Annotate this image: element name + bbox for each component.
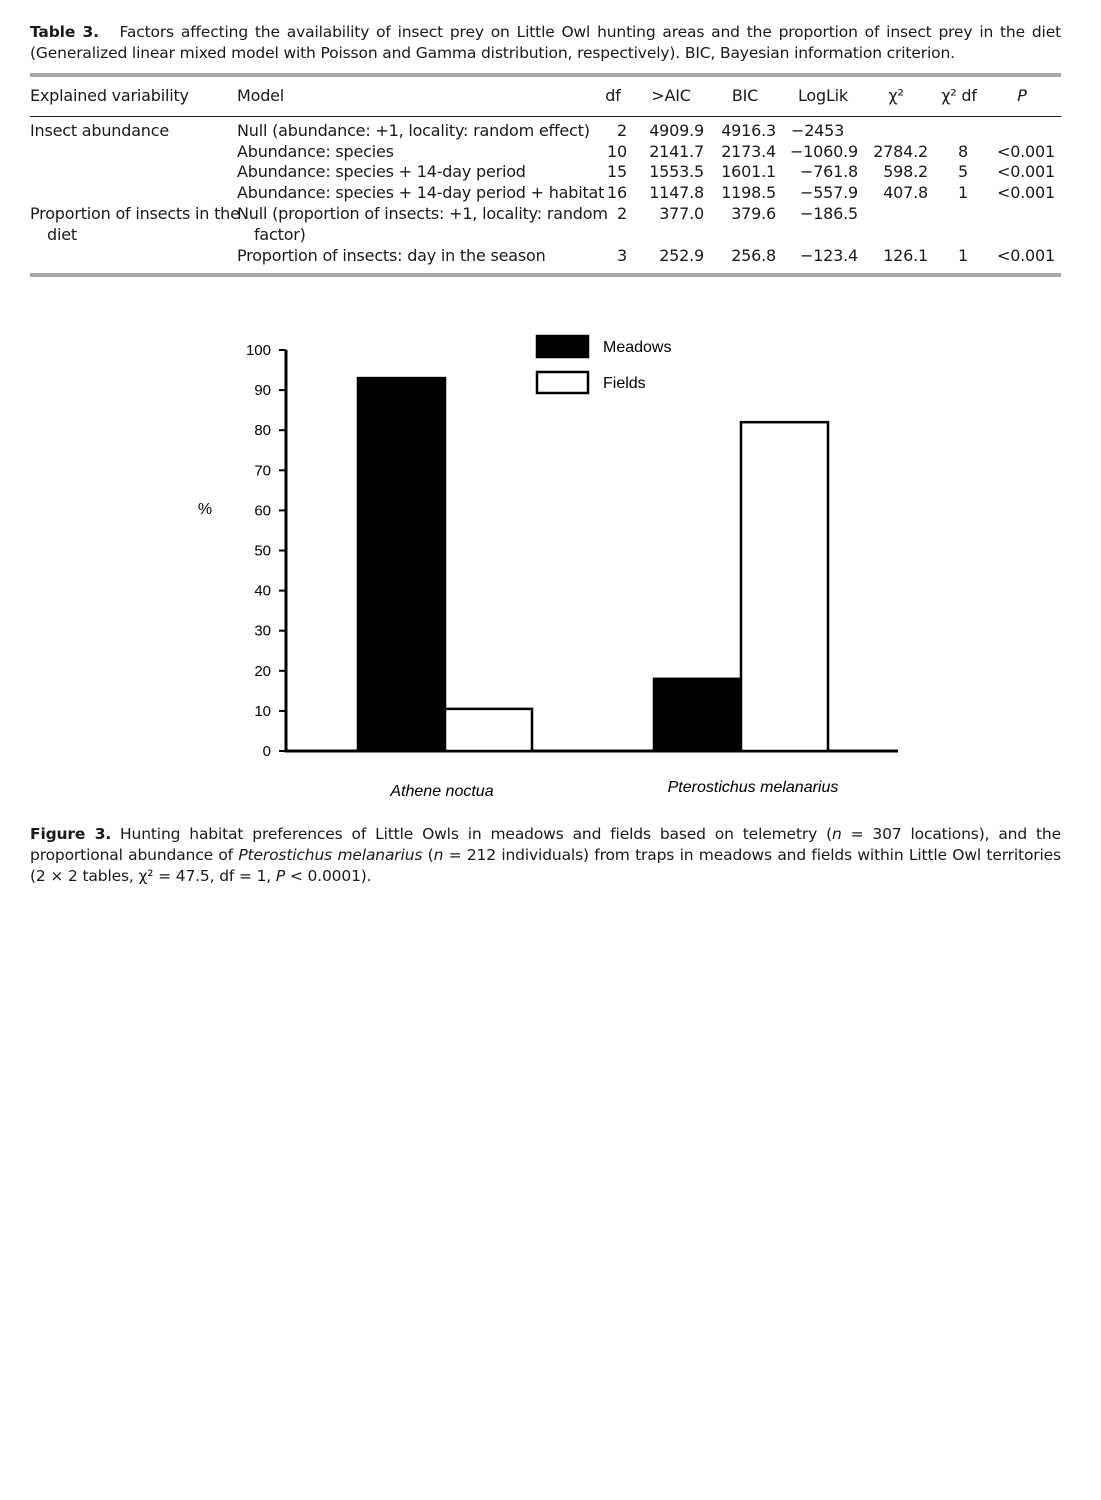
cell-chi2-df: 1 xyxy=(958,183,968,202)
cell-loglik: −186.5 xyxy=(799,204,858,223)
table-bottom-rule xyxy=(30,273,1061,277)
cell-model: Abundance: species + 14-day period xyxy=(237,162,526,181)
header-df: df xyxy=(605,86,621,105)
cell-df: 15 xyxy=(607,162,627,181)
header-loglik: LogLik xyxy=(797,86,848,105)
bars xyxy=(358,378,828,751)
figure-caption-label: Figure 3. xyxy=(30,825,112,843)
cell-aic: 4909.9 xyxy=(649,121,704,140)
group-label-proportion-line1: Proportion of insects in the xyxy=(30,204,240,223)
caption-text: Hunting habitat preferences of Little Owls in meadows and fields based on telemetry ( xyxy=(120,825,832,843)
group-label-insect-abundance: Insect abundance xyxy=(30,121,169,140)
cell-chi2-df: 5 xyxy=(958,162,968,181)
group-label-proportion-line2: diet xyxy=(47,225,77,244)
x-category-label: Athene noctua xyxy=(390,783,494,800)
caption-italic-n: n xyxy=(831,825,842,843)
cell-df: 16 xyxy=(607,183,627,202)
cell-bic: 256.8 xyxy=(731,246,776,265)
cell-chi2: 407.8 xyxy=(883,183,928,202)
table-caption xyxy=(30,22,1061,64)
bar-meadows-pterostichus-melanarius xyxy=(654,679,741,751)
table-header-rule xyxy=(30,116,1061,117)
caption-species-name: Pterostichus melanarius xyxy=(238,846,423,864)
cell-aic: 377.0 xyxy=(659,204,704,223)
header-chi2-df: χ² df xyxy=(941,86,977,105)
cell-model-line2: factor) xyxy=(254,225,306,244)
cell-model: Abundance: species xyxy=(237,142,394,161)
cell-model: Null (proportion of insects: +1, locality: random xyxy=(237,204,608,223)
cell-p: <0.001 xyxy=(996,142,1055,161)
cell-loglik: −1060.9 xyxy=(790,142,858,161)
cell-model: Proportion of insects: day in the season xyxy=(237,246,546,265)
cell-chi2-df: 1 xyxy=(958,246,968,265)
y-tick-label: 90 xyxy=(254,382,271,400)
bar-meadows-athene-noctua xyxy=(358,378,445,751)
y-tick-label: 80 xyxy=(254,422,271,440)
table-caption-text: Factors affecting the availability of insect prey on Little Owl hunting areas and the proportion of insect prey in the diet (Generalized linear mixed model with Poisson and Gamma distribution, respectively). BIC, Bayesian information criterion. xyxy=(30,23,1062,62)
y-tick-label: 60 xyxy=(254,502,271,520)
cell-model: Null (abundance: +1, locality: random effect) xyxy=(237,121,590,140)
cell-chi2: 2784.2 xyxy=(873,142,928,161)
x-axis-labels xyxy=(389,779,838,800)
cell-bic: 2173.4 xyxy=(721,142,776,161)
legend-label-meadows: Meadows xyxy=(603,339,672,356)
x-category-label: Pterostichus melanarius xyxy=(667,779,839,796)
header-explained-variability: Explained variability xyxy=(30,86,189,105)
y-axis-label: % xyxy=(197,501,213,518)
caption-text: = 307 locations), and the proportional abundance of xyxy=(30,825,1061,864)
figure-caption xyxy=(30,824,1061,887)
cell-model: Abundance: species + 14-day period + habitat xyxy=(237,183,605,202)
cell-bic: 379.6 xyxy=(731,204,776,223)
table-top-rule xyxy=(30,73,1061,77)
y-tick-label: 0 xyxy=(262,743,271,760)
caption-italic-n: n xyxy=(433,846,444,864)
cell-bic: 1198.5 xyxy=(721,183,776,202)
caption-text: ( xyxy=(422,846,434,864)
cell-p: <0.001 xyxy=(996,246,1055,265)
legend xyxy=(537,336,671,393)
cell-aic: 2141.7 xyxy=(649,142,704,161)
cell-loglik: −123.4 xyxy=(799,246,858,265)
bar-fields-athene-noctua xyxy=(445,709,532,751)
header-chi2: χ² xyxy=(888,86,904,105)
legend-swatch-fields xyxy=(537,372,588,393)
cell-df: 3 xyxy=(617,246,627,265)
cell-p: <0.001 xyxy=(996,183,1055,202)
cell-aic: 1553.5 xyxy=(649,162,704,181)
header-p: P xyxy=(1017,86,1027,105)
table-caption-label: Table 3. xyxy=(30,23,99,41)
legend-swatch-meadows xyxy=(537,336,588,357)
y-tick-label: 50 xyxy=(254,542,271,560)
cell-bic: 4916.3 xyxy=(721,121,776,140)
caption-italic-p: P xyxy=(275,867,286,885)
bar-fields-pterostichus-melanarius xyxy=(741,422,828,751)
y-tick-label: 10 xyxy=(254,702,271,720)
cell-p: <0.001 xyxy=(996,162,1055,181)
cell-df: 2 xyxy=(617,204,627,223)
cell-loglik: −557.9 xyxy=(799,183,858,202)
bar-chart xyxy=(0,300,1101,810)
cell-chi2: 126.1 xyxy=(883,246,928,265)
cell-loglik: −761.8 xyxy=(799,162,858,181)
cell-aic: 252.9 xyxy=(659,246,704,265)
header-aic: >AIC xyxy=(651,86,691,105)
cell-chi2-df: 8 xyxy=(958,142,968,161)
header-model: Model xyxy=(237,86,285,105)
y-tick-label: 100 xyxy=(245,342,271,359)
cell-df: 10 xyxy=(607,142,627,161)
y-tick-label: 20 xyxy=(254,662,271,680)
caption-text: < 0.0001). xyxy=(285,867,372,885)
cell-aic: 1147.8 xyxy=(649,183,704,202)
cell-df: 2 xyxy=(617,121,627,140)
caption-text: = 212 individuals) from traps in meadows and fields within Little Owl territories (2 × 2 tables, χ² = 47.5, df = 1, xyxy=(30,846,1061,885)
cell-loglik: −2453 xyxy=(791,121,845,140)
y-tick-label: 70 xyxy=(254,462,271,480)
cell-bic: 1601.1 xyxy=(721,162,776,181)
cell-chi2: 598.2 xyxy=(883,162,928,181)
y-tick-label: 40 xyxy=(254,582,271,600)
header-bic: BIC xyxy=(731,86,759,105)
legend-label-fields: Fields xyxy=(603,375,646,392)
y-tick-label: 30 xyxy=(254,622,271,640)
